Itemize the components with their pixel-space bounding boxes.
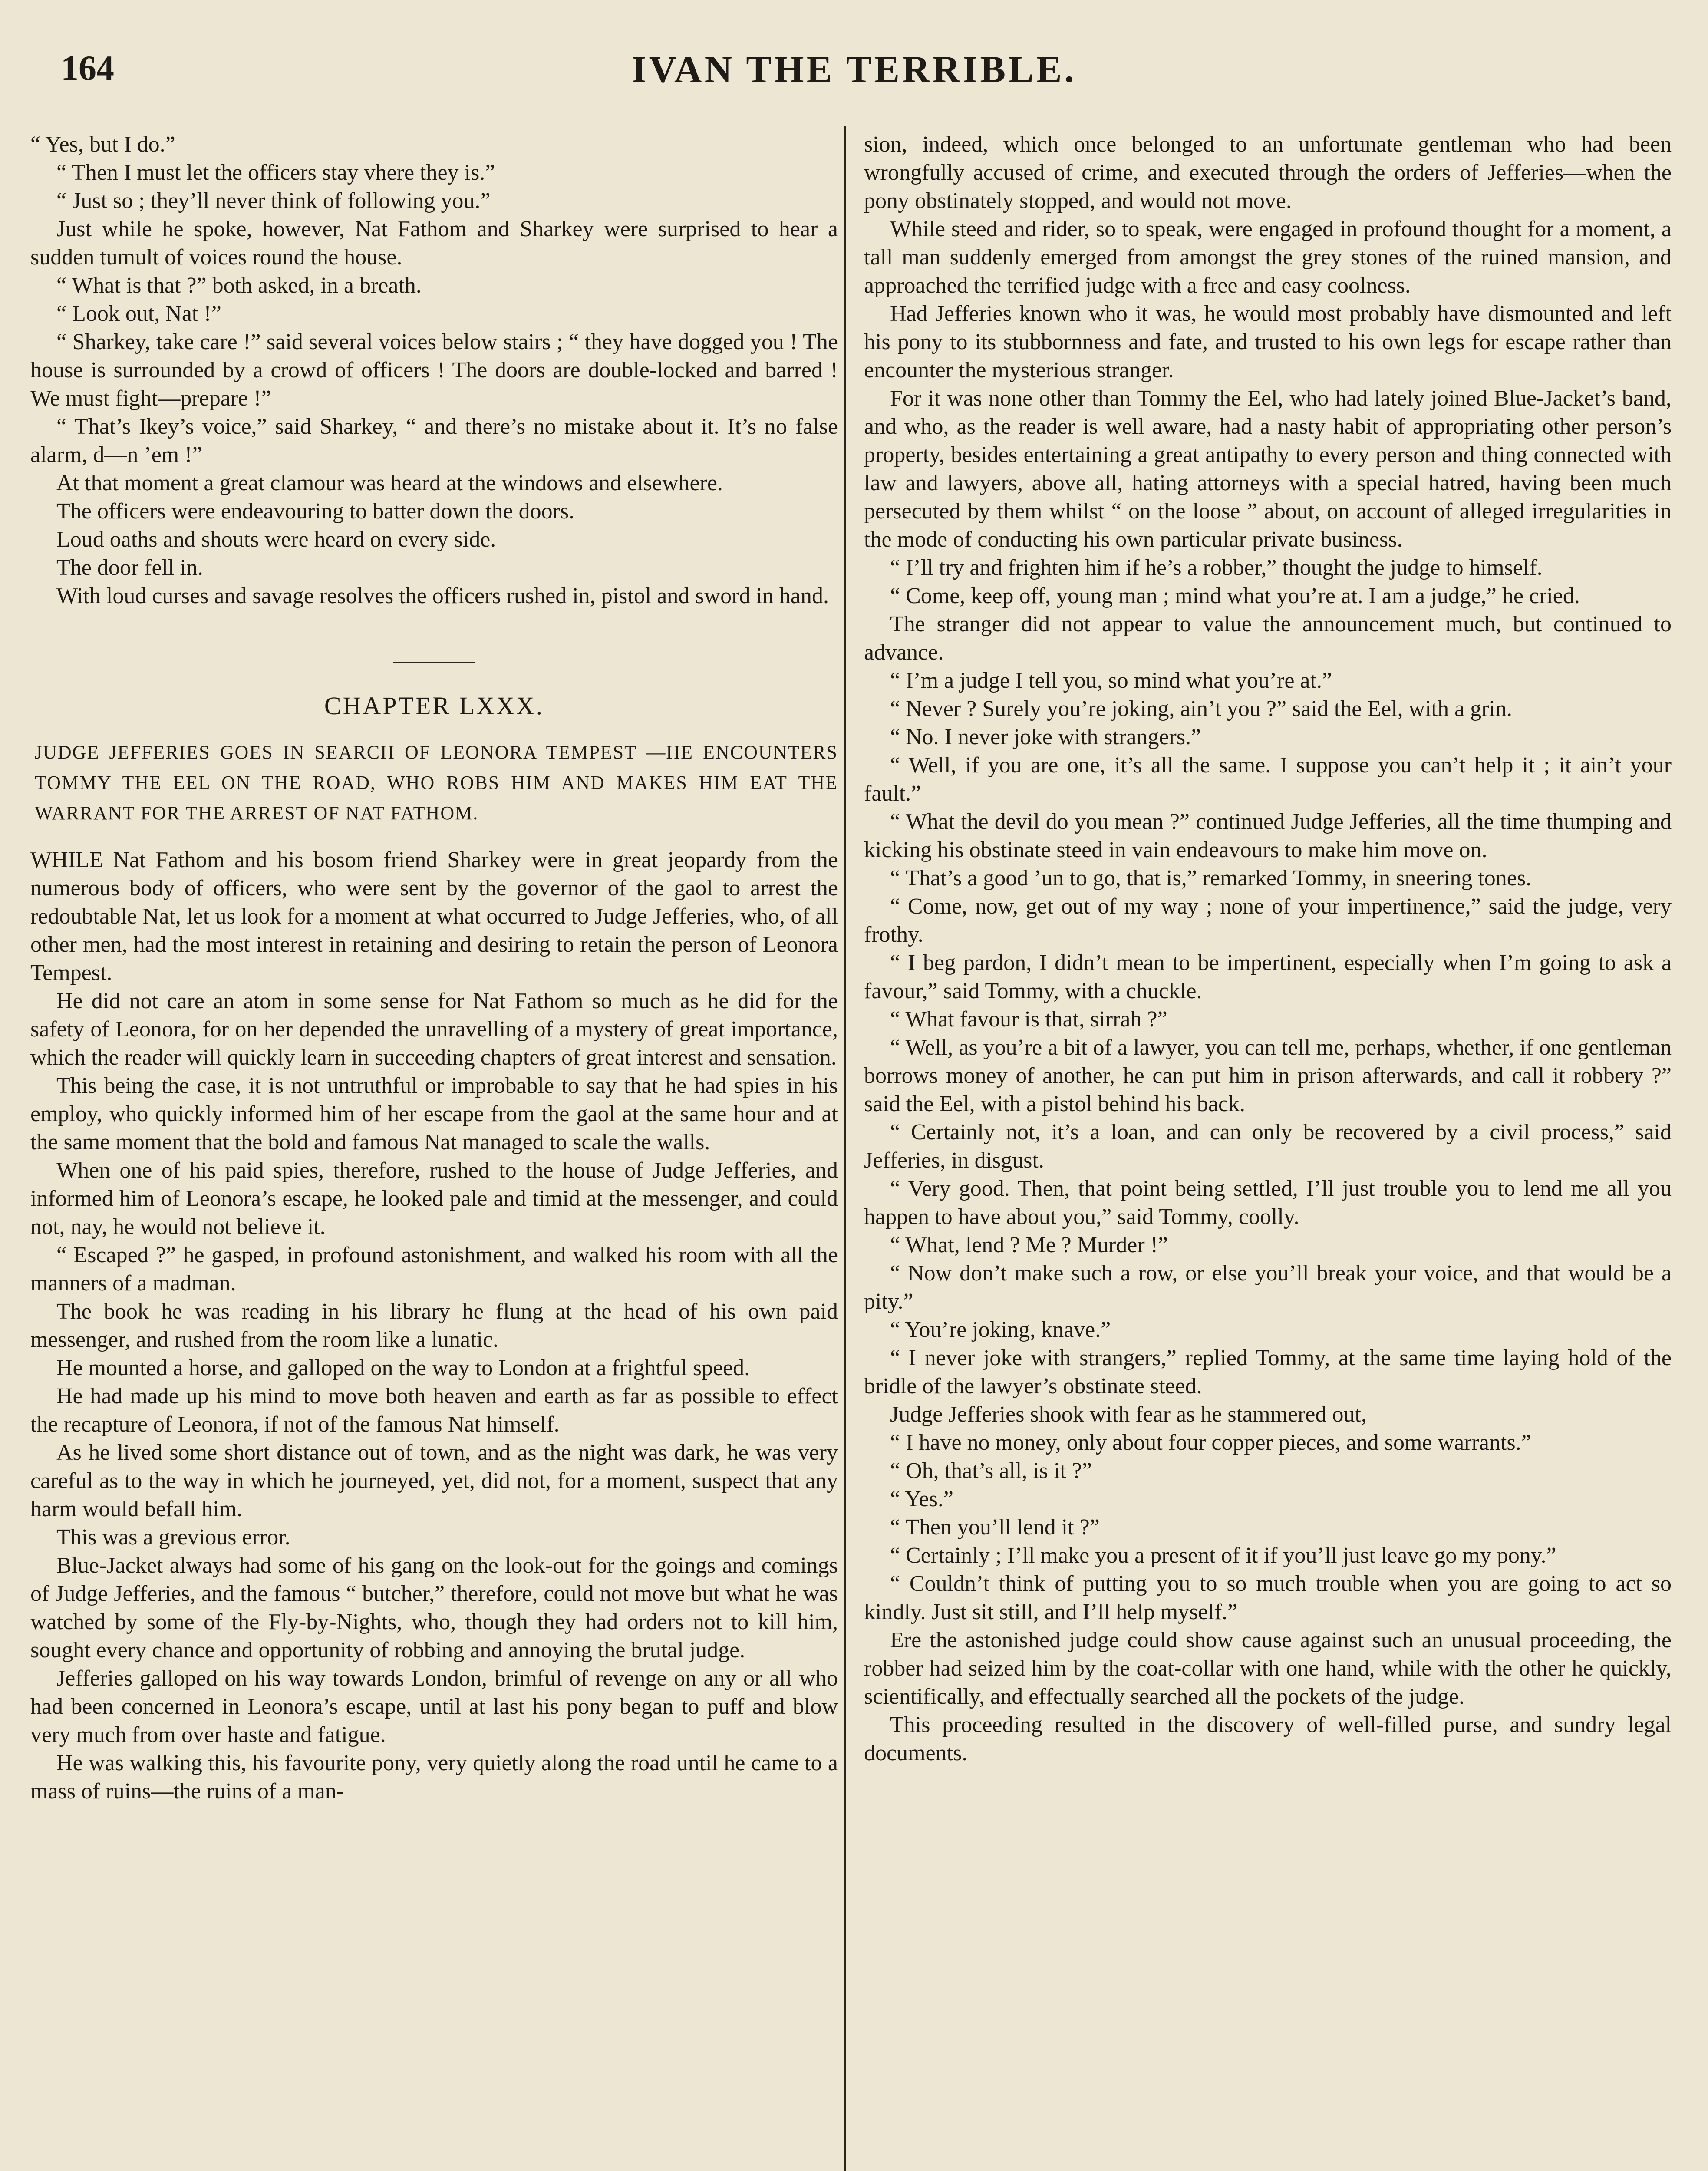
paragraph: “ Sharkey, take care !” said several voices below stairs ; “ they have dogged you ! The house is surrounded by a crowd of officers ! The doors are double-locked and barred ! We must fight—prepare !” bbox=[30, 330, 838, 411]
chapter-heading: CHAPTER LXXX. bbox=[324, 692, 544, 720]
paragraph: He mounted a horse, and galloped on the way to London at a frightful speed. bbox=[56, 1356, 750, 1380]
paragraph: Had Jefferies known who it was, he would most probably have dismounted and left his pony to its stubbornness and fate, and trusted to his own legs for escape rather than encounter the mysterious stranger. bbox=[864, 301, 1672, 383]
paragraph: sion, indeed, which once belonged to an unfortunate gentleman who had been wrongfully accused of crime, and executed through the orders of Jefferies—when the pony obstinately stopped, and would not move. bbox=[864, 132, 1672, 213]
paragraph: “ Oh, that’s all, is it ?” bbox=[890, 1458, 1092, 1483]
paragraph: While steed and rider, so to speak, were engaged in profound thought for a moment, a tall man suddenly emerged from amongst the grey stones of the ruined mansion, and approached the terrified judge with a free and easy coolness. bbox=[864, 217, 1672, 298]
right-column bbox=[864, 130, 1672, 1767]
paragraph: “ Then you’ll lend it ?” bbox=[890, 1515, 1100, 1540]
paragraph: “ What favour is that, sirrah ?” bbox=[890, 1007, 1167, 1032]
paragraph: “ Well, as you’re a bit of a lawyer, you can tell me, perhaps, whether, if one gentleman borrows money of another, he can put him in prison afterwards, and call it robbery ?” said the Eel, with a pistol behind his back. bbox=[864, 1035, 1672, 1116]
paragraph: The officers were endeavouring to batter down the doors. bbox=[56, 499, 575, 524]
section-divider bbox=[393, 662, 475, 663]
paragraph: “ Couldn’t think of putting you to so much trouble when you are going to act so kindly. Just sit still, and I’ll help myself.” bbox=[864, 1571, 1672, 1624]
paragraph: “ I’ll try and frighten him if he’s a robber,” thought the judge to himself. bbox=[890, 555, 1543, 580]
paragraph: He was walking this, his favourite pony, very quietly along the road until he came to a mass of ruins—the ruins of a man- bbox=[30, 1751, 838, 1804]
paragraph: “ Certainly ; I’ll make you a present of it if you’ll just leave go my pony.” bbox=[890, 1543, 1556, 1568]
paragraph: With loud curses and savage resolves the officers rushed in, pistol and sword in hand. bbox=[56, 584, 829, 608]
paragraph: “ Now don’t make such a row, or else you’ll break your voice, and that would be a pity.” bbox=[864, 1261, 1672, 1314]
paragraph: As he lived some short distance out of town, and as the night was dark, he was very careful as to the way in which he journeyed, yet, did not, for a moment, suspect that any harm would befall him. bbox=[30, 1440, 838, 1521]
paragraph: This being the case, it is not untruthful or improbable to say that he had spies in his employ, who quickly informed him of her escape from the gaol at the same hour and at the same moment that the bold and famous Nat managed to scale the walls. bbox=[30, 1073, 838, 1155]
paragraph: This was a grevious error. bbox=[56, 1525, 290, 1550]
paragraph: “ Never ? Surely you’re joking, ain’t you ?” said the Eel, with a grin. bbox=[890, 696, 1512, 721]
paragraph: “ Yes.” bbox=[890, 1487, 953, 1511]
paragraph: “ Very good. Then, that point being settled, I’ll just trouble you to lend me all you happen to have about you,” said Tommy, coolly. bbox=[864, 1176, 1672, 1229]
paragraph: “ What, lend ? Me ? Murder !” bbox=[890, 1233, 1168, 1257]
paragraph: “ I beg pardon, I didn’t mean to be impertinent, especially when I’m going to ask a favour,” said Tommy, with a chuckle. bbox=[864, 950, 1672, 1003]
paragraph: “ You’re joking, knave.” bbox=[890, 1317, 1111, 1342]
paragraph: “ Certainly not, it’s a loan, and can only be recovered by a civil process,” said Jefferies, in disgust. bbox=[864, 1120, 1672, 1173]
column-divider bbox=[844, 126, 846, 2171]
paragraph: “ I never joke with strangers,” replied Tommy, at the same time laying hold of the bridle of the lawyer’s obstinate steed. bbox=[864, 1346, 1672, 1399]
left-paragraphs-after bbox=[30, 846, 838, 1805]
paragraph: “ Look out, Nat !” bbox=[56, 301, 221, 326]
paragraph: The book he was reading in his library he flung at the head of his own paid messenger, and rushed from the room like a lunatic. bbox=[30, 1299, 838, 1352]
left-paragraphs-before bbox=[30, 130, 838, 610]
paragraph: “ No. I never joke with strangers.” bbox=[890, 725, 1201, 749]
paragraph: “ That’s Ikey’s voice,” said Sharkey, “ and there’s no mistake about it. It’s no false alarm, d—n ’em !” bbox=[30, 414, 838, 467]
paragraph: “ Come, now, get out of my way ; none of your impertinence,” said the judge, very frothy. bbox=[864, 894, 1672, 947]
chapter-summary: JUDGE JEFFERIES GOES IN SEARCH OF LEONORA TEMPEST —HE ENCOUNTERS TOMMY THE EEL ON THE ROAD, WHO ROBS HIM AND MAKES HIM EAT THE WARRANT FOR THE ARREST OF NAT FATHOM. bbox=[35, 742, 838, 824]
paragraph: At that moment a great clamour was heard at the windows and elsewhere. bbox=[56, 471, 723, 495]
paragraph: “ Yes, but I do.” bbox=[30, 132, 175, 157]
paragraph: When one of his paid spies, therefore, rushed to the house of Judge Jefferies, and informed him of Leonora’s escape, he looked pale and timid at the messenger, and could not, nay, he would not believe it. bbox=[30, 1158, 838, 1239]
paragraph: “ Well, if you are one, it’s all the same. I suppose you can’t help it ; it ain’t your fault.” bbox=[864, 753, 1672, 806]
paragraph: Loud oaths and shouts were heard on every side. bbox=[56, 527, 496, 552]
paragraph: “ Escaped ?” he gasped, in profound astonishment, and walked his room with all the manners of a madman. bbox=[30, 1243, 838, 1296]
paragraph: Blue-Jacket always had some of his gang on the look-out for the goings and comings of Judge Jefferies, and the famous “ butcher,” therefore, could not move but what he was watched by some of the Fly-by-Nights, who, though they had orders not to kill him, sought every chance and opportunity of robbing and annoying the brutal judge. bbox=[30, 1553, 838, 1663]
paragraph: “ Just so ; they’ll never think of following you.” bbox=[56, 188, 491, 213]
paragraph: “ What the devil do you mean ?” continued Judge Jefferies, all the time thumping and kicking his obstinate steed in vain endeavours to make him move on. bbox=[864, 809, 1672, 862]
paragraph: “ Come, keep off, young man ; mind what you’re at. I am a judge,” he cried. bbox=[890, 584, 1580, 608]
paragraph: “ That’s a good ’un to go, that is,” remarked Tommy, in sneering tones. bbox=[890, 866, 1532, 891]
paragraph: WHILE Nat Fathom and his bosom friend Sharkey were in great jeopardy from the numerous body of officers, who were sent by the governor of the gaol to arrest the redoubtable Nat, let us look for a moment at what occurred to Judge Jefferies, who, of all other men, had the most interest in retaining and desiring to retain the person of Leonora Tempest. bbox=[30, 848, 838, 985]
paragraph: He had made up his mind to move both heaven and earth as far as possible to effect the recapture of Leonora, if not of the famous Nat himself. bbox=[30, 1384, 838, 1437]
page-number: 164 bbox=[61, 48, 114, 88]
paragraph: Judge Jefferies shook with fear as he stammered out, bbox=[890, 1402, 1367, 1427]
paragraph: Just while he spoke, however, Nat Fathom and Sharkey were surprised to hear a sudden tumult of voices round the house. bbox=[30, 217, 838, 270]
paragraph: The stranger did not appear to value the announcement much, but continued to advance. bbox=[864, 612, 1672, 665]
page-header bbox=[35, 48, 1673, 100]
paragraph: For it was none other than Tommy the Eel, who had lately joined Blue-Jacket’s band, and who, as the reader is well aware, had a nasty habit of appropriating other person’s property, besides entertaining a great antipathy to every person and thing connected with law and lawyers, above all, hating attorneys with a special hatred, having been much persecuted by them whilst “ on the loose ” about, on account of alleged irregularities in the mode of conducting his own particular private business. bbox=[864, 386, 1672, 552]
paragraph: Ere the astonished judge could show cause against such an unusual proceeding, the robber had seized him by the coat-collar with one hand, while with the other he quickly, scientifically, and effectually searched all the pockets of the judge. bbox=[864, 1628, 1672, 1709]
paragraph: The door fell in. bbox=[56, 555, 203, 580]
paragraph: He did not care an atom in some sense for Nat Fathom so much as he did for the safety of Leonora, for on her depended the unravelling of a mystery of great importance, which the reader will quickly learn in succeeding chapters of great interest and sensation. bbox=[30, 989, 838, 1070]
right-paragraphs bbox=[864, 130, 1672, 1767]
paragraph: “ Then I must let the officers stay vhere they is.” bbox=[56, 160, 495, 185]
paragraph: “ I’m a judge I tell you, so mind what you’re at.” bbox=[890, 668, 1332, 693]
left-column bbox=[30, 130, 838, 1805]
running-title: IVAN THE TERRIBLE. bbox=[631, 49, 1077, 91]
paragraph: “ What is that ?” both asked, in a breath. bbox=[56, 273, 422, 298]
paragraph: “ I have no money, only about four copper pieces, and some warrants.” bbox=[890, 1430, 1531, 1455]
paragraph: Jefferies galloped on his way towards London, brimful of revenge on any or all who had been concerned in Leonora’s escape, until at last his pony began to puff and blow very much from over haste and fatigue. bbox=[30, 1666, 838, 1747]
paragraph: This proceeding resulted in the discovery of well-filled purse, and sundry legal documents. bbox=[864, 1712, 1672, 1765]
